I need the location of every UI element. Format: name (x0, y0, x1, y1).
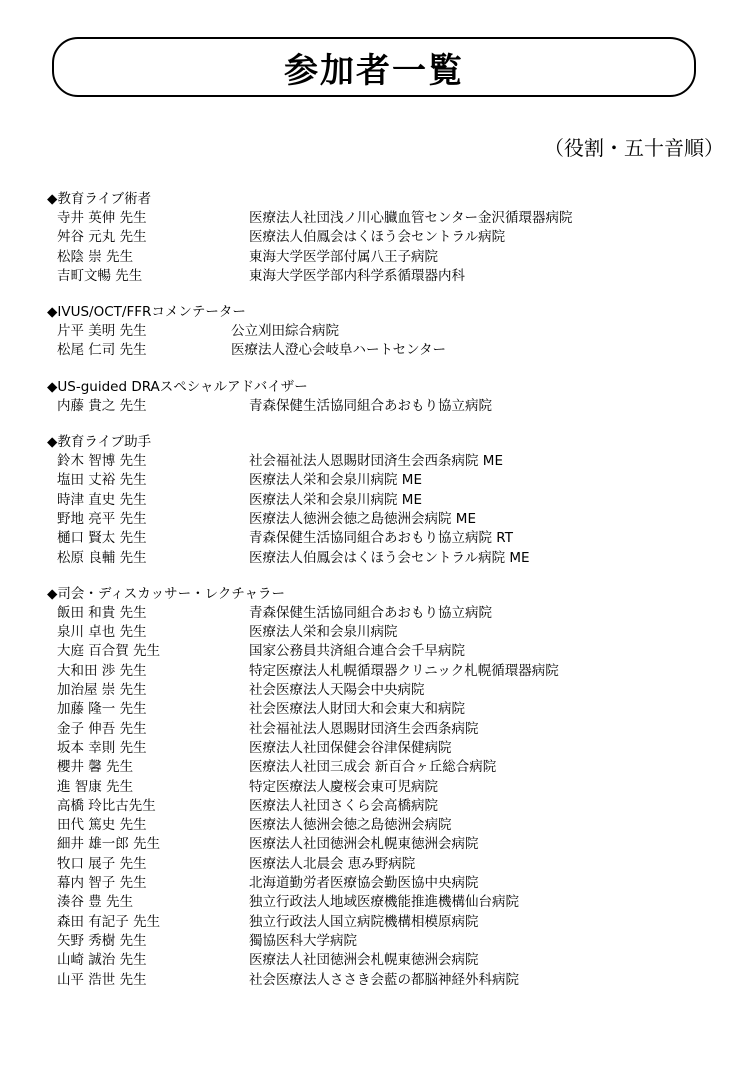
participant-name: 細井 雄一郎 先生 (57, 836, 161, 853)
participant-row (47, 491, 737, 510)
participant-row (47, 248, 737, 267)
participant-row (47, 932, 737, 951)
participant-row (47, 720, 737, 739)
participant-row (47, 604, 737, 623)
participant-name: 田代 篤史 先生 (57, 817, 147, 834)
participant-row (47, 209, 737, 228)
participant-name: 内藤 貴之 先生 (57, 397, 147, 414)
participant-institution: 社会医療法人天陽会中央病院 (249, 682, 425, 699)
participant-name: 松尾 仁司 先生 (57, 342, 147, 359)
participant-name: 大和田 渉 先生 (57, 662, 147, 679)
participant-institution: 社会医療法人ささき会藍の都脳神経外科病院 (249, 971, 519, 988)
participant-name: 寺井 英伸 先生 (57, 210, 147, 226)
participant-name: 幕内 智子 先生 (57, 875, 147, 892)
participant-row (47, 913, 737, 932)
section-moderators (47, 585, 737, 990)
participant-name: 樋口 賢太 先生 (57, 530, 147, 547)
participant-name: 牧口 展子 先生 (57, 855, 147, 872)
participant-institution: 社会医療法人財団大和会東大和病院 (249, 701, 465, 718)
participant-name: 野地 亮平 先生 (57, 510, 147, 527)
participant-name: 吉町文暢 先生 (57, 267, 143, 284)
section-header: ◆US-guided DRAスペシャルアドバイザー (47, 378, 308, 395)
participant-institution: 医療法人栄和会泉川病院 ME (249, 491, 422, 508)
participant-institution: 特定医療法人札幌循環器クリニック札幌循環器病院 (249, 662, 559, 679)
participant-institution: 社会福祉法人恩賜財団済生会西条病院 (249, 720, 479, 737)
participant-institution: 医療法人伯鳳会はくほう会セントラル病院 (249, 229, 506, 246)
participant-institution: 青森保健生活協同組合あおもり協立病院 RT (249, 530, 513, 547)
participant-name: 泉川 卓也 先生 (57, 624, 147, 641)
participant-institution: 青森保健生活協同組合あおもり協立病院 (249, 604, 492, 621)
participant-name: 進 智康 先生 (57, 778, 134, 795)
participant-row (47, 700, 737, 719)
participant-row (47, 778, 737, 797)
participant-institution: 医療法人徳洲会徳之島徳洲会病院 ME (249, 510, 476, 527)
participant-name: 森田 有記子 先生 (57, 913, 161, 930)
participant-row (47, 893, 737, 912)
participant-row (47, 642, 737, 661)
participant-name: 時津 直史 先生 (57, 491, 147, 508)
participant-institution: 医療法人社団三成会 新百合ヶ丘総合病院 (249, 759, 497, 776)
page-subtitle: （役割・五十音順） (544, 136, 724, 160)
participant-name: 金子 伸吾 先生 (57, 720, 147, 737)
participant-institution: 医療法人社団さくら会高橋病院 (249, 797, 438, 814)
participant-row (47, 874, 737, 893)
participant-institution: 独立行政法人地域医療機能推進機構仙台病院 (249, 894, 519, 911)
participant-name: 加治屋 崇 先生 (57, 682, 147, 699)
participant-name: 松原 良輔 先生 (57, 549, 147, 566)
participant-institution: 医療法人徳洲会徳之島徳洲会病院 (249, 817, 452, 834)
participant-institution: 社会福祉法人恩賜財団済生会西条病院 ME (249, 453, 503, 470)
participant-institution: 医療法人伯鳳会はくほう会セントラル病院 ME (249, 549, 530, 566)
section-commentators (47, 303, 737, 361)
participant-institution: 医療法人栄和会泉川病院 ME (249, 472, 422, 489)
participant-institution: 医療法人社団徳洲会札幌東徳洲会病院 (249, 952, 479, 969)
participant-institution: 公立刈田綜合病院 (231, 323, 339, 340)
section-header: ◆司会・ディスカッサー・レクチャラー (47, 585, 285, 602)
participant-institution: 医療法人澄心会岐阜ハートセンター (231, 342, 447, 359)
section-live-operators (47, 190, 737, 286)
participant-row (47, 549, 737, 568)
participant-institution: 特定医療法人慶桜会東可児病院 (249, 778, 438, 795)
participant-name: 坂本 幸則 先生 (57, 739, 147, 756)
participant-row (47, 471, 737, 490)
participant-name: 加藤 隆一 先生 (57, 701, 147, 718)
section-header: ◆教育ライブ術者 (47, 191, 152, 207)
participant-institution: 東海大学医学部付属八王子病院 (249, 248, 438, 265)
participant-row (47, 816, 737, 835)
participant-list (47, 190, 737, 1007)
participant-name: 山平 浩世 先生 (57, 971, 147, 988)
page-title: 参加者一覧 (284, 50, 464, 91)
participant-row (47, 835, 737, 854)
participant-row (47, 758, 737, 777)
participant-row (47, 267, 737, 286)
participant-name: 松陰 崇 先生 (57, 248, 134, 265)
participant-row (47, 322, 737, 341)
participant-row (47, 681, 737, 700)
participant-institution: 医療法人社団浅ノ川心臓血管センター金沢循環器病院 (249, 210, 573, 226)
participant-institution: 青森保健生活協同組合あおもり協立病院 (249, 397, 492, 414)
section-special-advisor (47, 378, 737, 416)
participant-institution: 北海道勤労者医療協会勤医協中央病院 (249, 875, 479, 892)
participant-name: 飯田 和貴 先生 (57, 604, 147, 621)
participant-name: 湊谷 豊 先生 (57, 894, 134, 911)
participant-row (47, 452, 737, 471)
participant-name: 大庭 百合賀 先生 (57, 643, 161, 660)
section-live-assistants (47, 433, 737, 568)
participant-row (47, 739, 737, 758)
participant-row (47, 951, 737, 970)
participant-row (47, 623, 737, 642)
participant-row (47, 971, 737, 990)
participant-name: 舛谷 元丸 先生 (57, 229, 147, 246)
participant-institution: 医療法人社団徳洲会札幌東徳洲会病院 (249, 836, 479, 853)
participant-row (47, 855, 737, 874)
title-box (52, 37, 696, 97)
participant-name: 櫻井 馨 先生 (57, 759, 134, 776)
participant-name: 塩田 丈裕 先生 (57, 472, 147, 489)
participant-name: 片平 美明 先生 (57, 323, 147, 340)
participant-institution: 医療法人社団保健会谷津保健病院 (249, 739, 452, 756)
participant-institution: 医療法人栄和会泉川病院 (249, 624, 398, 641)
section-header: ◆IVUS/OCT/FFRコメンテーター (47, 304, 246, 321)
participant-row (47, 797, 737, 816)
participant-institution: 国家公務員共済組合連合会千早病院 (249, 643, 465, 660)
participant-name: 矢野 秀樹 先生 (57, 932, 147, 949)
participant-row (47, 228, 737, 247)
participant-row (47, 529, 737, 548)
participant-institution: 医療法人北晨会 恵み野病院 (249, 855, 416, 872)
participant-row (47, 662, 737, 681)
participant-institution: 東海大学医学部内科学系循環器内科 (249, 267, 465, 284)
participant-institution: 独立行政法人国立病院機構相模原病院 (249, 913, 479, 930)
participant-name: 鈴木 智博 先生 (57, 453, 147, 470)
participant-name: 高橋 玲比古先生 (57, 797, 156, 814)
participant-row (47, 397, 737, 416)
participant-name: 山崎 誠治 先生 (57, 952, 147, 969)
participant-row (47, 341, 737, 360)
section-header: ◆教育ライブ助手 (47, 434, 152, 451)
participant-institution: 獨協医科大学病院 (249, 932, 357, 949)
participant-row (47, 510, 737, 529)
